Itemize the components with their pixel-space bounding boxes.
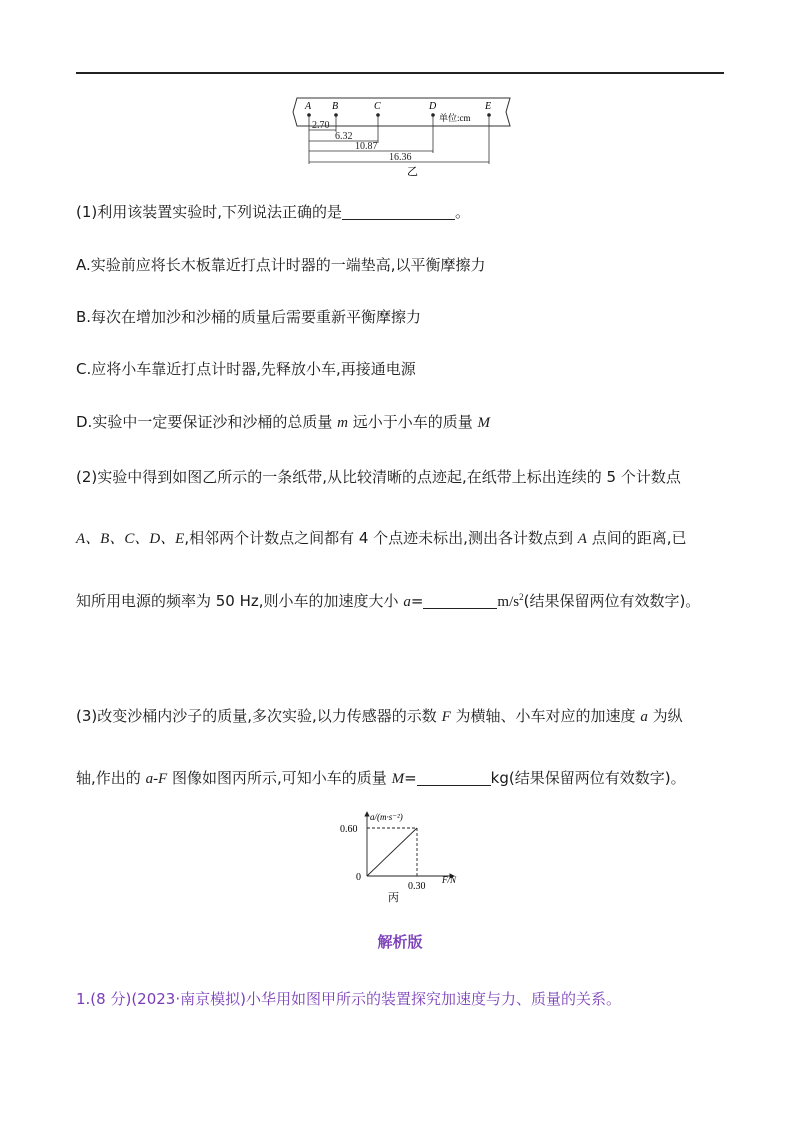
next-question: 1.(8 分)(2023·南京模拟)小华用如图甲所示的装置探究加速度与力、质量的关系。 — [76, 990, 621, 1008]
graph-y-label: a/(m·s⁻²) — [370, 812, 403, 822]
q1-option-d — [76, 411, 490, 432]
q3-line1-pre: (3)改变沙桶内沙子的质量,多次实验,以力传感器的示数 — [76, 707, 437, 725]
tape-dist-ac: 6.32 — [335, 131, 353, 142]
graph-origin: 0 — [356, 872, 361, 883]
section-title: 解析版 — [377, 933, 423, 951]
q3-line2-end: kg(结果保留两位有效数字)。 — [490, 769, 686, 787]
tape-label-a: A — [305, 101, 312, 112]
q2-equals: = — [410, 592, 424, 610]
q2-line3-end: (结果保留两位有效数字)。 — [523, 592, 701, 610]
q3-line2 — [76, 767, 686, 788]
q2-point-a: A — [577, 531, 587, 547]
q3-line2-pre: 轴,作出的 — [76, 769, 141, 787]
q3-line1-end: 为纵 — [652, 707, 683, 725]
graph-data-line — [367, 828, 417, 876]
q1-stem-end: 。 — [455, 203, 471, 221]
q1-optd-mid: 远小于小车的质量 — [352, 413, 473, 431]
tape-label-e: E — [485, 101, 492, 112]
q3-answer-blank[interactable] — [417, 769, 491, 786]
tape-label-d: D — [429, 101, 437, 112]
tape-dist-ae: 16.36 — [389, 152, 412, 163]
q3-mass-symbol: M — [391, 771, 405, 787]
graph-x-tick: 0.30 — [408, 881, 426, 892]
q2-line2-mid: ,相邻两个计数点之间都有 4 个点迹未标出,测出各计数点到 — [184, 529, 573, 547]
q1-stem — [76, 201, 470, 222]
q3-equals: = — [404, 769, 417, 787]
q3-af-symbol: a-F — [145, 771, 168, 787]
q2-unit: m/s — [497, 594, 520, 610]
graph-x-label: F/N — [442, 875, 457, 885]
q2-points: A、B、C、D、E — [76, 531, 185, 547]
q1-option-b: B.每次在增加沙和沙桶的质量后需要重新平衡摩擦力 — [76, 308, 422, 326]
tape-unit: 单位:cm — [439, 113, 471, 123]
graph-y-tick: 0.60 — [340, 824, 358, 835]
q3-line1 — [76, 705, 683, 726]
graph-caption: 丙 — [388, 892, 399, 904]
q1-stem-text: (1)利用该装置实验时,下列说法正确的是 — [76, 203, 343, 221]
tape-caption: 乙 — [407, 166, 418, 178]
q2-line1: (2)实验中得到如图乙所示的一条纸带,从比较清晰的点迹起,在纸带上标出连续的 5 个计数点 — [76, 468, 681, 486]
q1-option-a: A.实验前应将长木板靠近打点计时器的一端垫高,以平衡摩擦力 — [76, 256, 486, 274]
q1-optd-pre: D.实验中一定要保证沙和沙桶的总质量 — [76, 413, 333, 431]
tape-label-b: B — [332, 101, 339, 112]
q2-line3 — [76, 590, 700, 611]
q2-answer-blank[interactable] — [423, 592, 497, 609]
q1-optd-M: M — [477, 415, 491, 431]
q3-line1-mid: 为横轴、小车对应的加速度 — [455, 707, 636, 725]
q2-line2-end: 点间的距离,已 — [591, 529, 687, 547]
q2-line3-pre: 知所用电源的频率为 50 Hz,则小车的加速度大小 — [76, 592, 399, 610]
tape-dist-ab: 2.70 — [312, 120, 330, 131]
top-rule — [76, 72, 724, 74]
af-graph-figure — [332, 808, 472, 904]
q1-optd-m: m — [337, 415, 348, 431]
tape-dist-ad: 10.87 — [355, 141, 378, 152]
q2-unit-sup: 2 — [519, 592, 524, 602]
tape-label-c: C — [374, 101, 381, 112]
q3-line2-mid: 图像如图丙所示,可知小车的质量 — [172, 769, 387, 787]
q2-line2 — [76, 527, 686, 548]
q1-answer-blank[interactable] — [342, 203, 455, 220]
q2-accel-symbol: a — [403, 594, 411, 610]
q1-option-c: C.应将小车靠近打点计时器,先释放小车,再接通电源 — [76, 360, 416, 378]
q3-force-symbol: F — [441, 709, 451, 725]
q3-accel-symbol: a — [640, 709, 648, 725]
paper-tape-figure — [285, 96, 515, 180]
